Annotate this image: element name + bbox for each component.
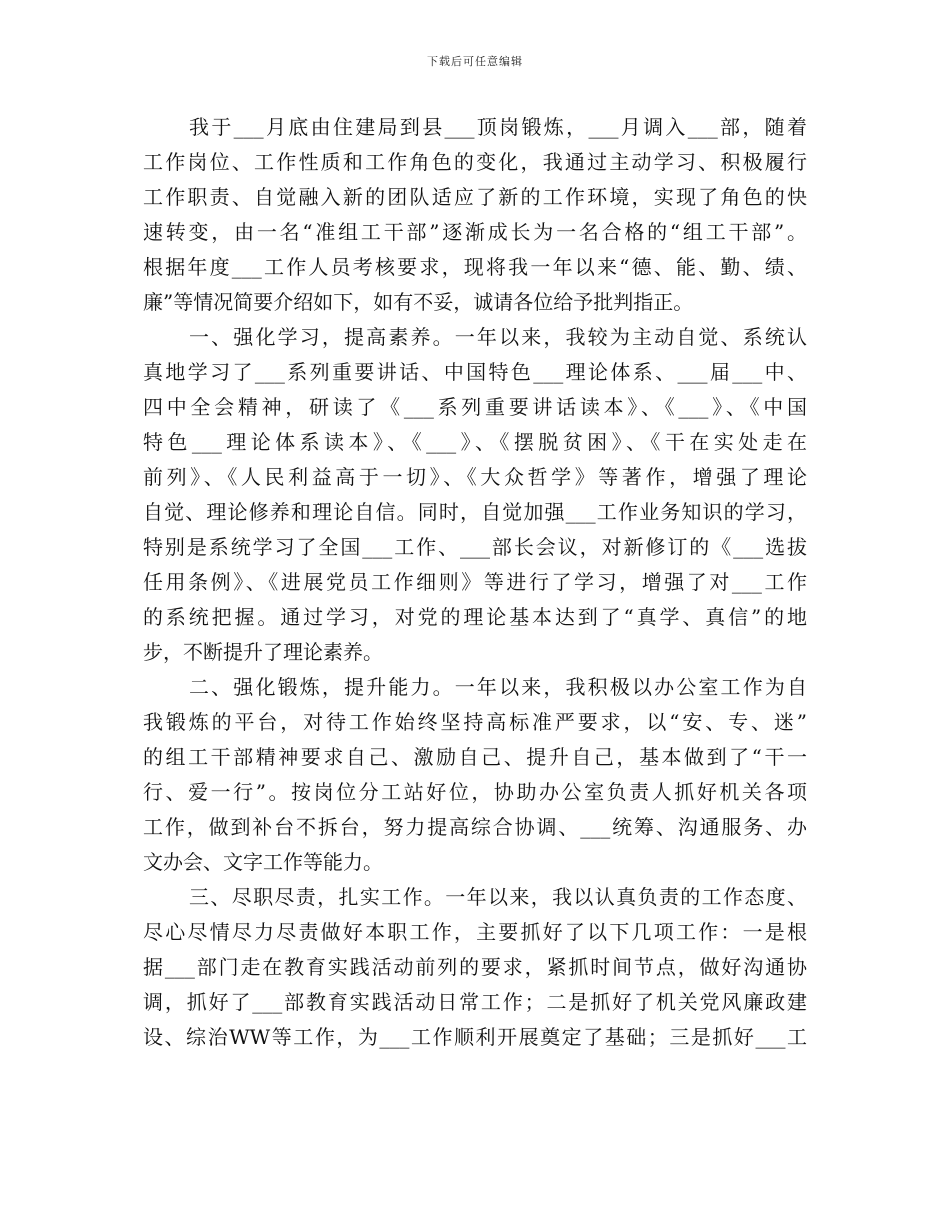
paragraph-line: 速转变，由一名“准组工干部”逐渐成长为一名合格的“组工干部”。 — [143, 220, 807, 244]
paragraph-line: 特别是系统学习了全国___工作、___部长会议，对新修订的《___选拔 — [143, 535, 807, 559]
paragraph-line: 特色___理论体系读本》、《___》、《摆脱贫困》、《干在实处走在 — [143, 430, 807, 454]
paragraph-line: 我于___月底由住建局到县___顶岗锻炼，___月调入___部，随着 — [189, 115, 807, 139]
paragraph-line: 三、尽职尽责，扎实工作。一年以来，我以认真负责的工作态度、 — [189, 885, 807, 909]
paragraph-line: 文办会、文字工作等能力。 — [143, 850, 383, 874]
paragraph-line: 一、强化学习，提高素养。一年以来，我较为主动自觉、系统认 — [189, 325, 807, 349]
paragraph-line: 工作，做到补台不拆台，努力提高综合协调、___统筹、沟通服务、办 — [143, 815, 807, 839]
page-header: 下载后可任意编辑 — [427, 55, 523, 68]
paragraph-line: 自觉、理论修养和理论自信。同时，自觉加强___工作业务知识的学习， — [143, 500, 807, 524]
paragraph-line: 根据年度___工作人员考核要求，现将我一年以来“德、能、勤、绩、 — [143, 255, 807, 279]
paragraph-line: 工作岗位、工作性质和工作角色的变化，我通过主动学习、积极履行 — [143, 150, 807, 174]
paragraph-line: 二、强化锻炼，提升能力。一年以来，我积极以办公室工作为自 — [189, 675, 807, 699]
paragraph-line: 的系统把握。通过学习，对党的理论基本达到了“真学、真信”的地 — [143, 605, 807, 629]
document-body — [143, 110, 807, 1055]
paragraph-line: 步，不断提升了理论素养。 — [143, 640, 383, 664]
paragraph-line: 尽心尽情尽力尽责做好本职工作，主要抓好了以下几项工作：一是根 — [143, 920, 807, 944]
paragraph-line: 任用条例》、《进展党员工作细则》等进行了学习，增强了对___工作 — [143, 570, 807, 594]
paragraph-line: 的组工干部精神要求自己、激励自己、提升自己，基本做到了“干一 — [143, 745, 807, 769]
paragraph-line: 据___部门走在教育实践活动前列的要求，紧抓时间节点，做好沟通协 — [143, 955, 807, 979]
paragraph-line: 我锻炼的平台，对待工作始终坚持高标准严要求，以“安、专、迷” — [143, 710, 807, 734]
paragraph-line: 设、综治WW等工作，为___工作顺利开展奠定了基础；三是抓好___工 — [143, 1025, 807, 1049]
paragraph-line: 工作职责、自觉融入新的团队适应了新的工作环境，实现了角色的快 — [143, 185, 807, 209]
paragraph-line: 前列》、《人民利益高于一切》、《大众哲学》等著作，增强了理论 — [143, 465, 807, 489]
paragraph-line: 调，抓好了___部教育实践活动日常工作；二是抓好了机关党风廉政建 — [143, 990, 807, 1014]
paragraph-line: 廉”等情况简要介绍如下，如有不妥，诚请各位给予批判指正。 — [143, 290, 694, 314]
paragraph-line: 真地学习了___系列重要讲话、中国特色___理论体系、___届___中、 — [143, 360, 807, 384]
paragraph-line: 四中全会精神，研读了《___系列重要讲话读本》、《___》、《中国 — [143, 395, 807, 419]
paragraph-line: 行、爱一行”。按岗位分工站好位，协助办公室负责人抓好机关各项 — [143, 780, 807, 804]
